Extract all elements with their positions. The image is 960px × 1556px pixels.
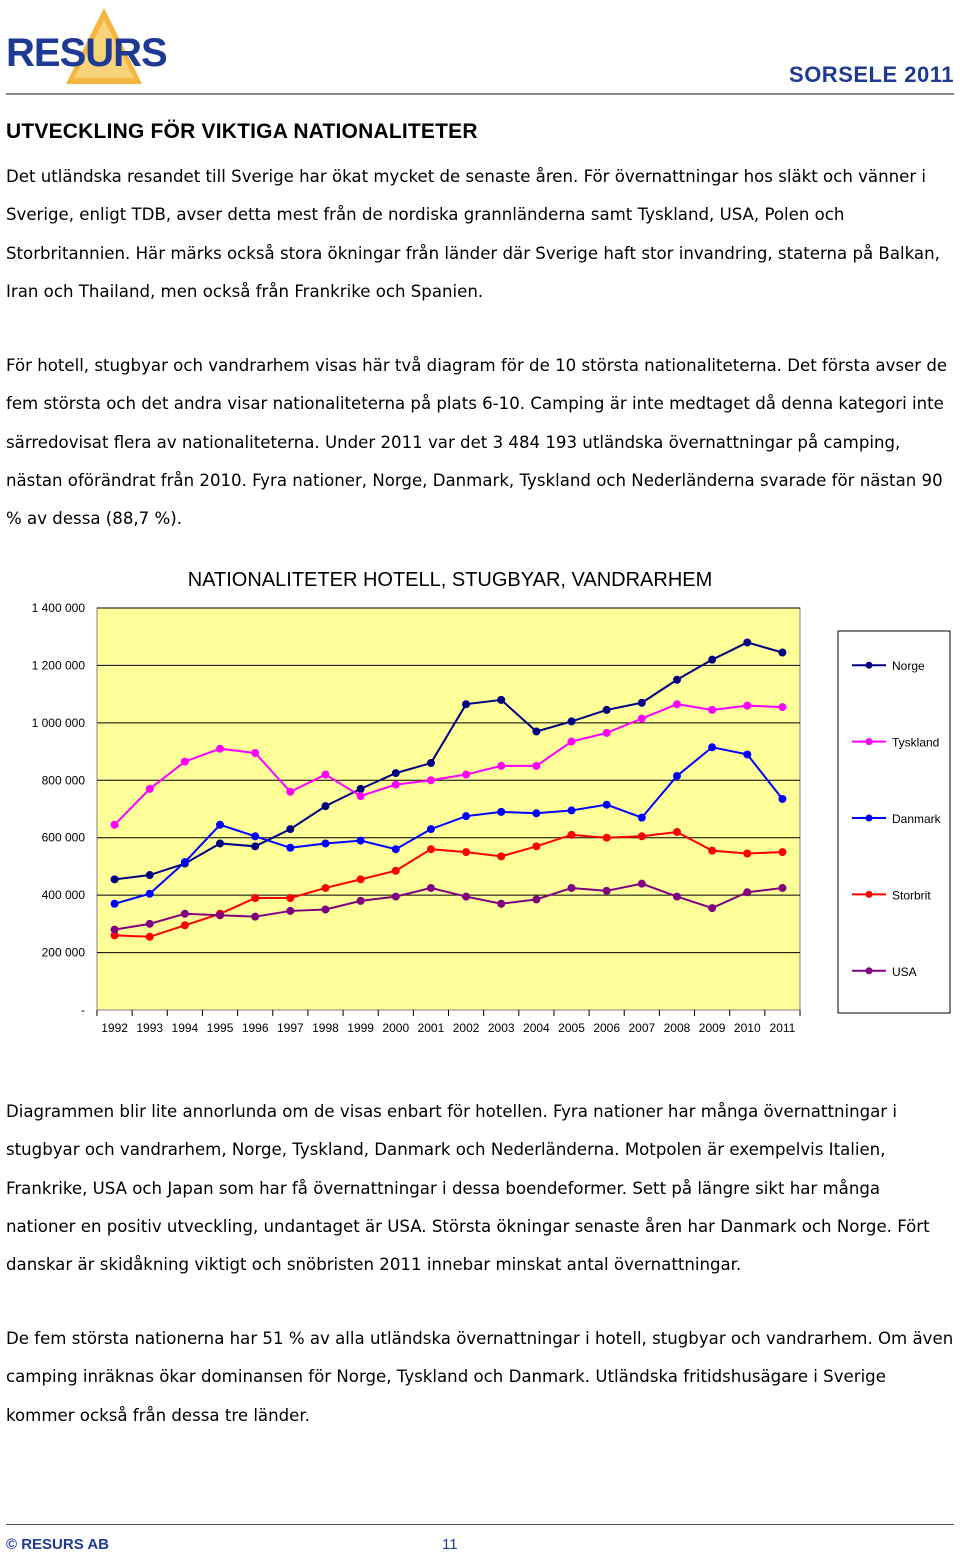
data-point-danmark: [392, 846, 399, 853]
data-point-norge: [638, 699, 645, 706]
data-point-norge: [111, 876, 118, 883]
x-tick-label: 1997: [276, 1021, 304, 1035]
x-tick-label: 2001: [417, 1021, 445, 1035]
paragraph-intro: Det utländska resandet till Sverige har ökat mycket de senaste åren. För övernattningar hos släkt och vänner i Sverige, enligt TDB, avser detta mest från de nordiska grannländerna samt Tyskland, USA, Polen och Storbritannien. Här märks också stora ökningar från länder där Sverige haft stor invandring, staterna på Balkan, Iran och Thailand, men också från Frankrike och Spanien.: [6, 167, 940, 301]
page-number: 11: [442, 1536, 458, 1553]
data-point-danmark: [744, 751, 751, 758]
data-point-tyskland: [287, 788, 294, 795]
data-point-norge: [498, 696, 505, 703]
data-point-tyskland: [533, 762, 540, 769]
legend-marker-danmark: [866, 815, 873, 822]
data-point-storbrit: [181, 922, 188, 929]
data-point-danmark: [673, 772, 680, 779]
data-point-danmark: [252, 833, 259, 840]
legend-label-tyskland: Tyskland: [892, 735, 940, 750]
data-point-danmark: [779, 795, 786, 802]
data-point-tyskland: [603, 729, 610, 736]
legend-marker-norge: [866, 662, 873, 669]
data-point-norge: [533, 728, 540, 735]
data-point-tyskland: [638, 715, 645, 722]
x-tick-label: 2007: [628, 1021, 656, 1035]
data-point-norge: [357, 785, 364, 792]
x-tick-label: 1995: [206, 1021, 234, 1035]
data-point-danmark: [287, 844, 294, 851]
data-point-norge: [744, 639, 751, 646]
x-tick-label: 1993: [136, 1021, 164, 1035]
data-point-danmark: [568, 807, 575, 814]
section-title: UTVECKLING FÖR VIKTIGA NATIONALITETER: [6, 120, 478, 143]
x-tick-label: 2009: [698, 1021, 726, 1035]
x-tick-label: 1996: [241, 1021, 269, 1035]
data-point-norge: [568, 718, 575, 725]
data-point-storbrit: [287, 895, 294, 902]
data-point-tyskland: [709, 706, 716, 713]
data-point-tyskland: [392, 781, 399, 788]
x-tick-label: 2010: [733, 1021, 761, 1035]
data-point-storbrit: [498, 853, 505, 860]
data-point-storbrit: [568, 831, 575, 838]
data-point-tyskland: [357, 793, 364, 800]
data-point-storbrit: [533, 843, 540, 850]
data-point-norge: [427, 760, 434, 767]
y-tick-label: 400 000: [41, 888, 85, 903]
y-tick-label: -: [81, 1003, 85, 1017]
data-point-tyskland: [568, 738, 575, 745]
data-point-danmark: [498, 808, 505, 815]
y-tick-label: 1 200 000: [31, 658, 85, 673]
x-tick-label: 1999: [347, 1021, 374, 1035]
data-point-usa: [252, 913, 259, 920]
data-point-norge: [392, 770, 399, 777]
paragraph-hotels: För hotell, stugbyar och vandrarhem visas här två diagram för de 10 största nationaliteterna. Det första avser de fem största och det andra visar nationaliteterna på plats 6-10. Camping är inte medtaget då denna kategori inte särredovisat flera av nationaliteterna. Under 2011 var det 3 484 193 utländska övernattningar på camping, nästan oförändrat från 2010. Fyra nationer, Norge, Danmark, Tyskland och Nederländerna svarade för nästan 90 % av dessa (88,7 %).: [6, 356, 948, 529]
data-point-storbrit: [252, 895, 259, 902]
chart-svg: [0, 556, 960, 1056]
header-divider: [6, 93, 954, 95]
data-point-danmark: [463, 813, 470, 820]
data-point-storbrit: [744, 850, 751, 857]
data-point-danmark: [638, 814, 645, 821]
data-point-danmark: [217, 821, 224, 828]
data-point-danmark: [533, 810, 540, 817]
x-tick-label: 2000: [382, 1021, 410, 1035]
x-tick-label: 2005: [558, 1021, 585, 1035]
data-point-danmark: [603, 801, 610, 808]
y-tick-label: 1 000 000: [31, 715, 85, 730]
logo-text: RESURS: [6, 31, 167, 75]
data-point-norge: [709, 656, 716, 663]
data-point-danmark: [146, 890, 153, 897]
chart-title: NATIONALITETER HOTELL, STUGBYAR, VANDRARHEM: [187, 569, 713, 591]
data-point-storbrit: [603, 834, 610, 841]
legend-label-storbrit: Storbrit: [892, 888, 931, 903]
data-point-tyskland: [463, 771, 470, 778]
data-point-danmark: [322, 840, 329, 847]
y-tick-label: 200 000: [41, 945, 85, 960]
data-point-norge: [779, 649, 786, 656]
data-point-norge: [252, 843, 259, 850]
data-point-danmark: [427, 826, 434, 833]
x-tick-label: 2003: [487, 1021, 515, 1035]
data-point-usa: [779, 884, 786, 891]
data-point-storbrit: [357, 876, 364, 883]
data-point-tyskland: [498, 762, 505, 769]
data-point-usa: [322, 906, 329, 913]
data-point-tyskland: [673, 701, 680, 708]
data-point-norge: [217, 840, 224, 847]
data-point-danmark: [181, 859, 188, 866]
x-tick-label: 2008: [663, 1021, 691, 1035]
data-point-storbrit: [638, 833, 645, 840]
data-point-tyskland: [322, 771, 329, 778]
data-point-usa: [357, 897, 364, 904]
x-tick-label: 2002: [452, 1021, 480, 1035]
data-point-tyskland: [217, 745, 224, 752]
data-point-usa: [533, 896, 540, 903]
legend-label-usa: USA: [892, 964, 917, 979]
legend-label-danmark: Danmark: [892, 812, 941, 826]
data-point-storbrit: [779, 849, 786, 856]
data-point-usa: [463, 893, 470, 900]
nationalities-line-chart: [0, 556, 960, 1056]
report-title: SORSELE 2011: [789, 62, 954, 87]
data-point-storbrit: [709, 847, 716, 854]
footer-divider: [6, 1524, 954, 1525]
data-point-storbrit: [146, 933, 153, 940]
data-point-usa: [181, 910, 188, 917]
data-point-usa: [603, 887, 610, 894]
paragraph-hotels-only: Diagrammen blir lite annorlunda om de visas enbart för hotellen. Fyra nationer har många övernattningar i stugbyar och vandrarhem, Norge, Tyskland, Danmark och Nederländerna. Motpolen är exempelvis Italien, Frankrike, USA och Japan som har få övernattningar i dessa boendeformer. Sett på längre sikt har många nationer en positiv utveckling, undantaget är USA. Största ökningar senaste åren har Danmark och Norge. Fört danskar är skidåkning viktigt och snöbristen 2011 innebar minskat antal övernattningar.: [6, 1102, 930, 1275]
data-point-storbrit: [673, 828, 680, 835]
legend-marker-tyskland: [866, 738, 873, 745]
y-tick-label: 800 000: [41, 773, 85, 788]
paragraph-top-five: De fem största nationerna har 51 % av alla utländska övernattningar i hotell, stugbyar och vandrarhem. Om även camping inräknas ökar dominansen för Norge, Tyskland och Danmark. Utländska fritidshusägare i Sverige kommer också från dessa tre länder.: [6, 1329, 954, 1425]
x-tick-label: 2011: [769, 1021, 796, 1035]
data-point-usa: [498, 900, 505, 907]
data-point-usa: [673, 893, 680, 900]
x-tick-label: 1998: [312, 1021, 339, 1035]
data-point-tyskland: [779, 704, 786, 711]
data-point-norge: [287, 826, 294, 833]
data-point-norge: [603, 706, 610, 713]
x-tick-label: 1992: [101, 1021, 128, 1035]
y-tick-label: 1 400 000: [31, 601, 85, 615]
data-point-usa: [709, 905, 716, 912]
data-point-danmark: [111, 900, 118, 907]
data-point-norge: [322, 803, 329, 810]
legend-marker-usa: [866, 967, 873, 974]
data-point-storbrit: [392, 867, 399, 874]
x-tick-label: 2004: [523, 1021, 550, 1035]
data-point-tyskland: [111, 821, 118, 828]
data-point-usa: [427, 884, 434, 891]
x-tick-label: 1994: [171, 1021, 199, 1035]
y-tick-label: 600 000: [41, 830, 85, 845]
data-point-tyskland: [252, 750, 259, 757]
data-point-danmark: [709, 744, 716, 751]
data-point-usa: [287, 907, 294, 914]
data-point-norge: [673, 676, 680, 683]
data-point-norge: [146, 872, 153, 879]
data-point-usa: [744, 889, 751, 896]
data-point-tyskland: [744, 702, 751, 709]
data-point-tyskland: [181, 758, 188, 765]
data-point-norge: [463, 701, 470, 708]
data-point-usa: [146, 920, 153, 927]
data-point-usa: [392, 893, 399, 900]
data-point-danmark: [357, 837, 364, 844]
footer-copyright: © RESURS AB: [6, 1536, 110, 1553]
data-point-usa: [638, 880, 645, 887]
data-point-usa: [568, 884, 575, 891]
data-point-usa: [111, 926, 118, 933]
data-point-tyskland: [146, 785, 153, 792]
legend-marker-storbrit: [866, 891, 873, 898]
x-tick-label: 2006: [593, 1021, 621, 1035]
resurs-logo: [4, 6, 167, 86]
plot-area: [97, 608, 800, 1010]
data-point-storbrit: [322, 884, 329, 891]
data-point-tyskland: [427, 777, 434, 784]
data-point-usa: [217, 912, 224, 919]
data-point-storbrit: [427, 846, 434, 853]
legend-label-norge: Norge: [892, 659, 925, 674]
data-point-storbrit: [463, 849, 470, 856]
